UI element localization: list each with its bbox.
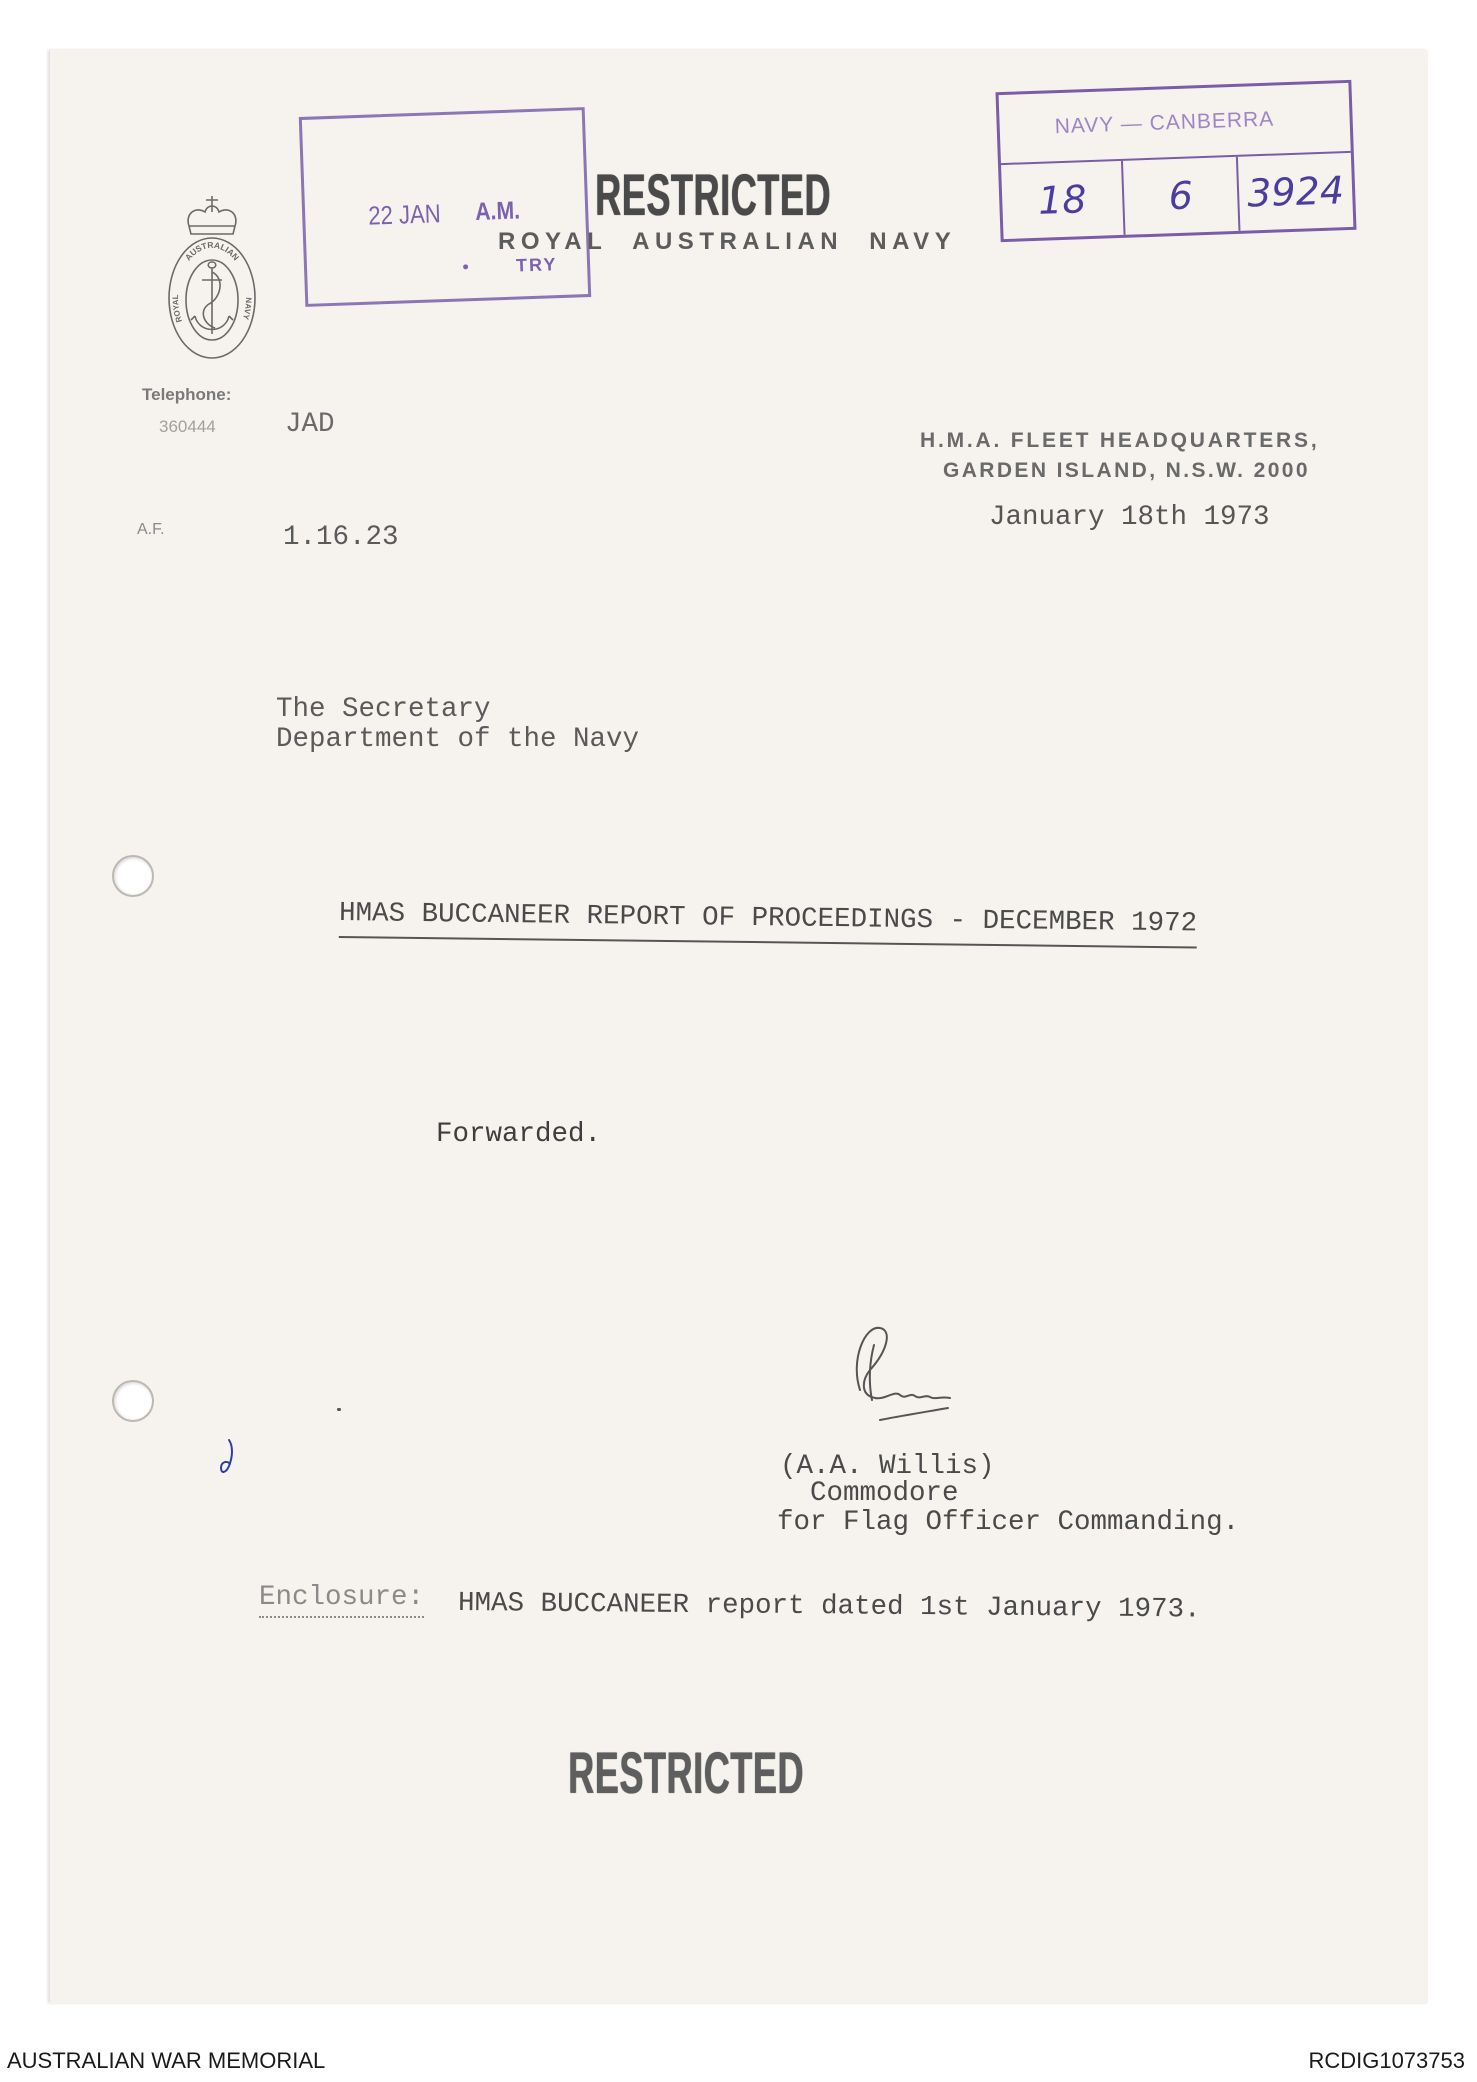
pen-mark — [215, 1436, 239, 1480]
stamp-ampm: A.M. — [474, 196, 521, 226]
classification-stamp-top: RESTRICTED — [595, 163, 831, 228]
navy-crest-logo — [155, 188, 269, 364]
registry-cell: 6 — [1123, 157, 1241, 235]
service-name: ROYAL AUSTRALIAN NAVY — [498, 228, 957, 255]
telephone-label: Telephone: — [142, 385, 232, 404]
ink-dot — [337, 1408, 341, 1411]
enclosure-text: HMAS BUCCANEER report dated 1st January 1973. — [457, 1588, 1201, 1626]
registry-cells — [1001, 153, 1353, 239]
address-line-1: H.M.A. FLEET HEADQUARTERS, — [920, 429, 1320, 452]
svg-text:NAVY — [241, 297, 253, 321]
signatory-name: (A.A. Willis) — [780, 1451, 995, 1482]
svg-text:ROYAL — [171, 294, 184, 323]
body-text: Forwarded. — [436, 1119, 602, 1150]
stamp-registry: TRY — [515, 254, 558, 276]
file-number: 1.16.23 — [283, 522, 399, 553]
file-label: A.F. — [137, 521, 165, 538]
subject-heading: HMAS BUCCANEER REPORT OF PROCEEDINGS - DECEMBER 1972 — [339, 900, 1198, 948]
anchor-icon — [191, 262, 233, 334]
initials: JAD — [285, 409, 335, 440]
registry-file-stamp — [995, 80, 1356, 242]
punch-hole — [112, 855, 154, 897]
enclosure-label: Enclosure: — [259, 1584, 424, 1618]
crest-top-text: AUSTRALIAN — [182, 239, 242, 263]
punch-hole — [112, 1380, 154, 1422]
crest-right-text: NAVY — [240, 297, 253, 321]
crown-icon — [188, 196, 236, 234]
letter-date: January 18th 1973 — [989, 502, 1270, 533]
stamp-date: 22 JAN — [367, 198, 442, 231]
date-received-stamp — [299, 107, 591, 307]
addressee-line-1: The Secretary — [276, 694, 491, 725]
registry-header: NAVY — CANBERRA — [999, 83, 1351, 165]
archive-id: RCDIG1073753 — [1308, 2048, 1465, 2073]
telephone-number: 360444 — [159, 417, 216, 436]
signatory-rank: Commodore — [810, 1478, 959, 1509]
svg-text:AUSTRALIAN — [183, 240, 241, 263]
crest-left-text: ROYAL — [171, 294, 184, 324]
registry-cell: 3924 — [1246, 168, 1345, 216]
signatory-capacity: for Flag Officer Commanding. — [777, 1507, 1240, 1538]
address-line-2: GARDEN ISLAND, N.S.W. 2000 — [943, 459, 1310, 482]
addressee-line-2: Department of the Navy — [276, 724, 640, 755]
registry-cell: 18 — [1001, 161, 1126, 239]
stamp-dot — [463, 264, 468, 269]
signature-image — [840, 1320, 970, 1445]
archive-credit: AUSTRALIAN WAR MEMORIAL — [7, 2048, 326, 2073]
classification-stamp-bottom: RESTRICTED — [568, 1741, 804, 1806]
